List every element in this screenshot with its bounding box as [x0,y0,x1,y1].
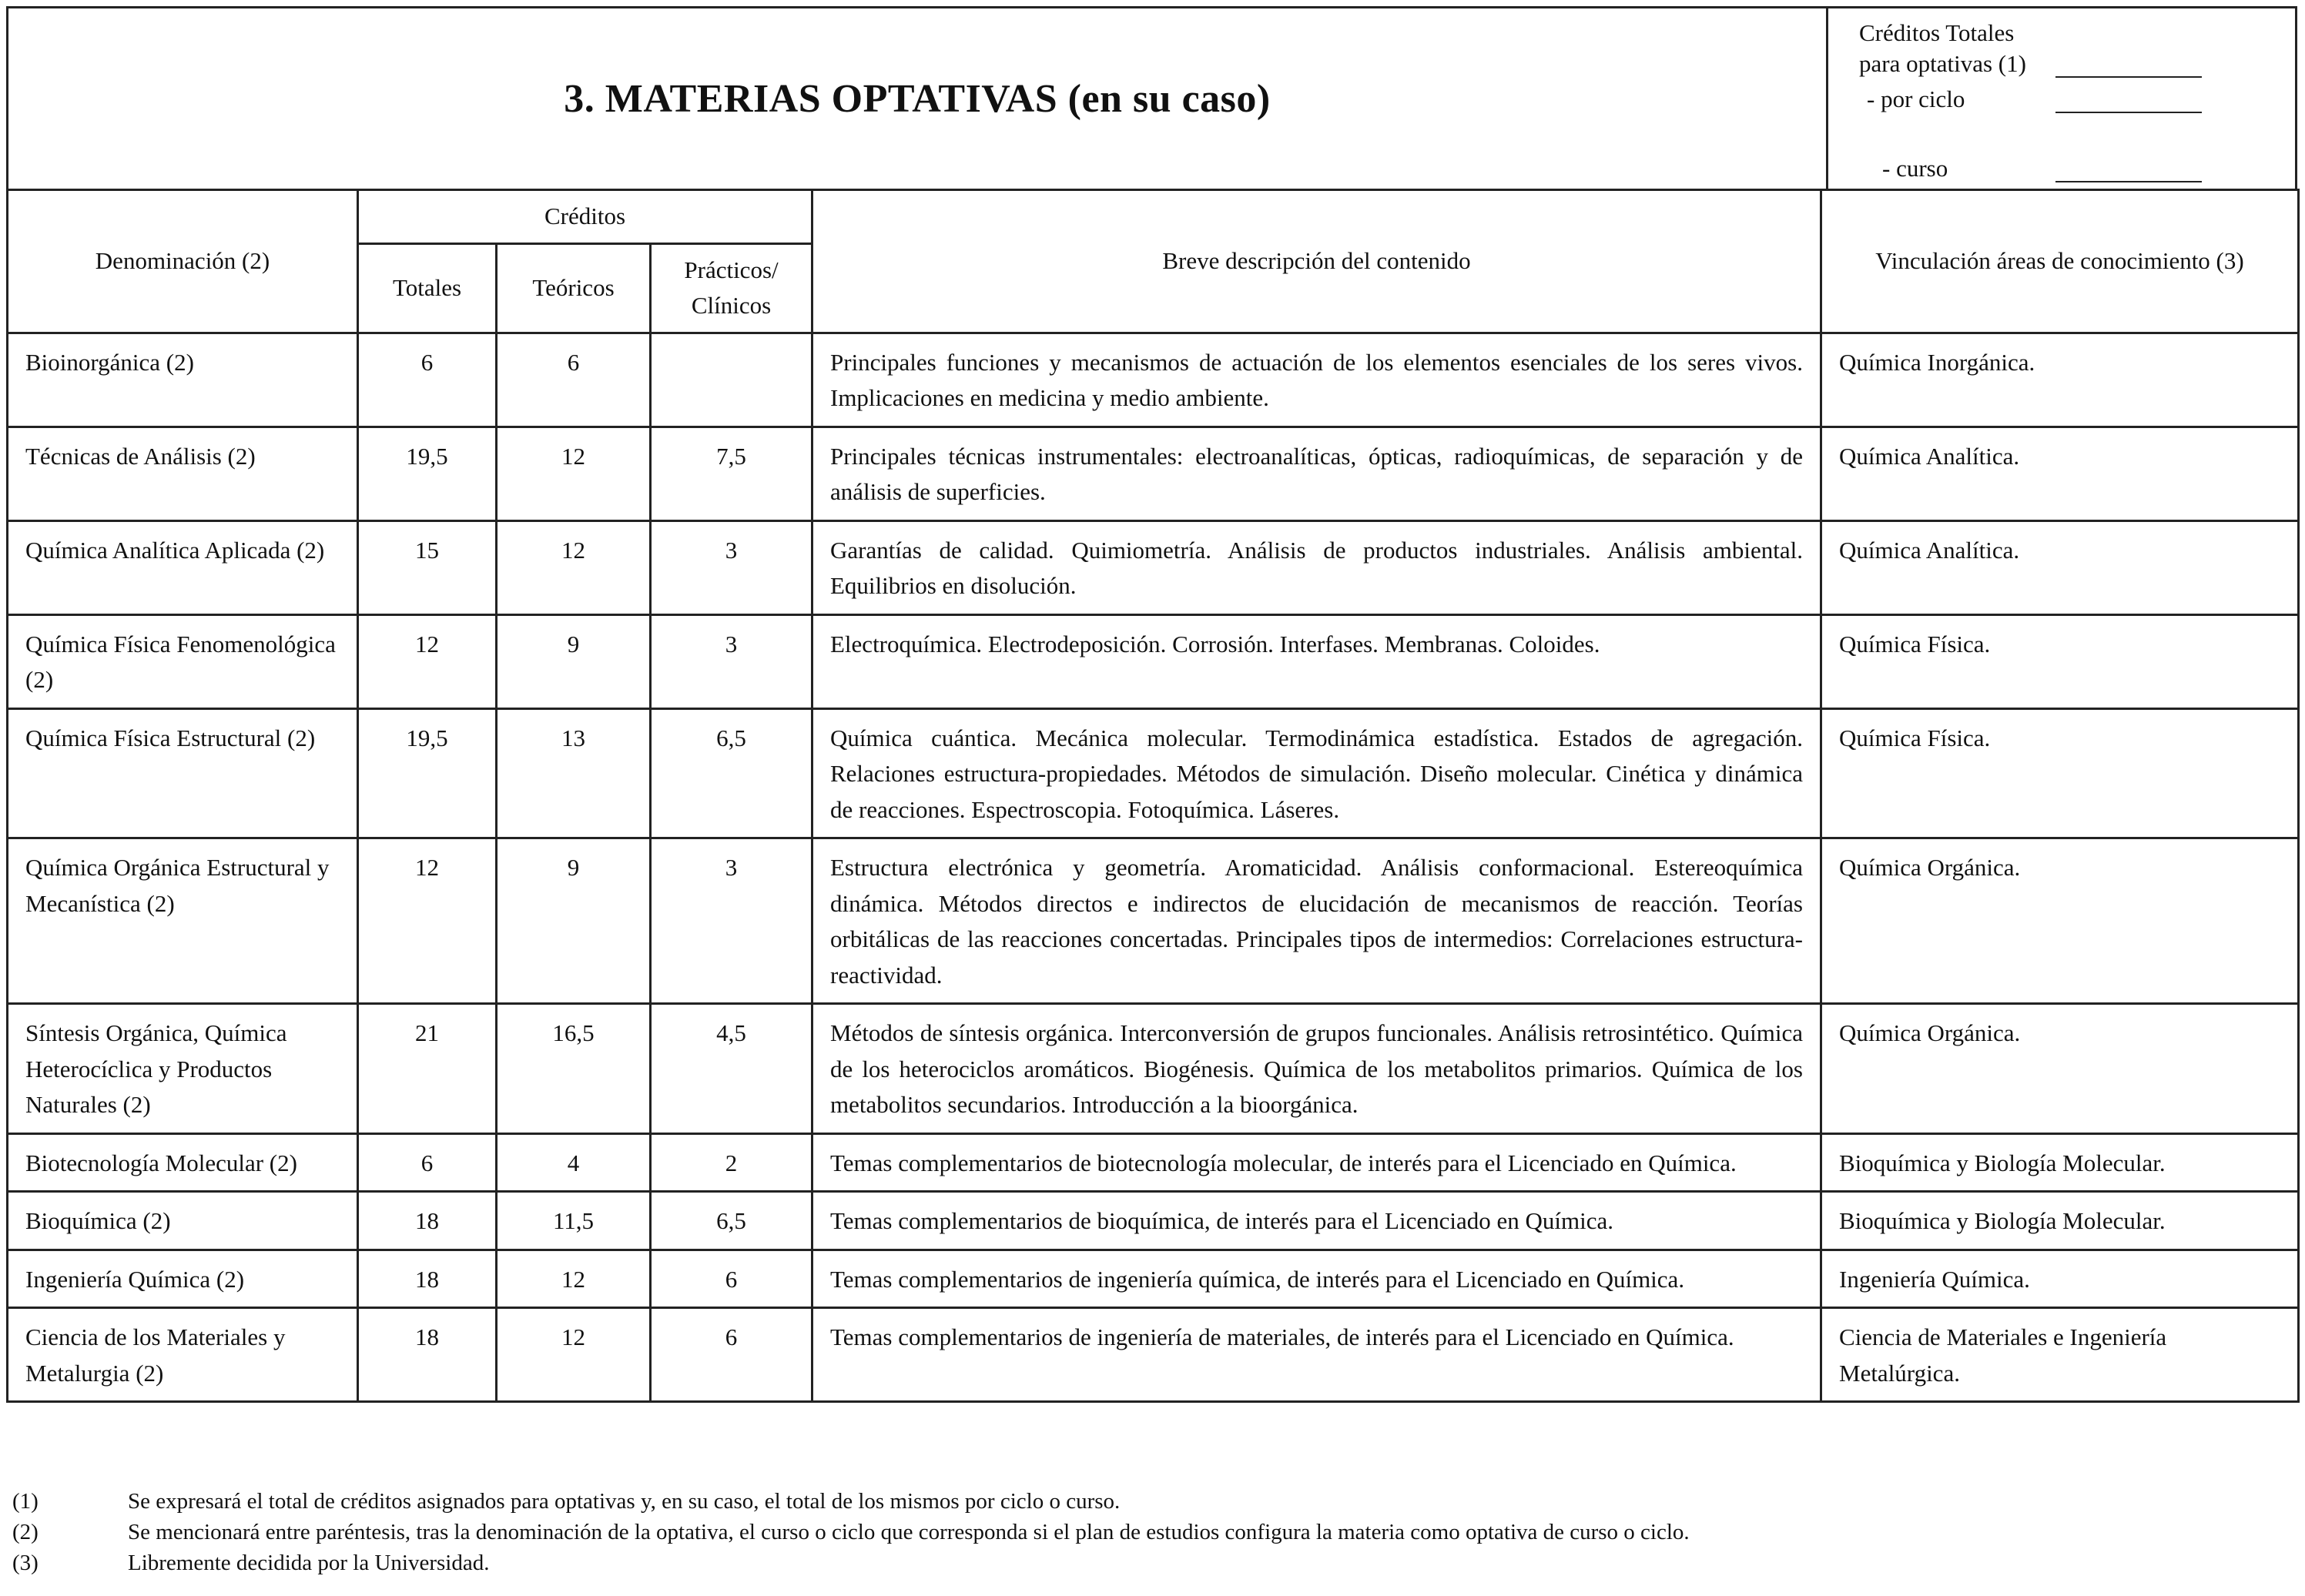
cell-descripcion: Temas complementarios de ingeniería de materiales, de interés para el Licenciado en Química. [812,1308,1821,1402]
cell-area: Ingeniería Química. [1821,1250,2299,1308]
table-row [8,427,2299,520]
cell-denominacion: Bioinorgánica (2) [8,333,358,427]
page-title: 3. MATERIAS OPTATIVAS (en su caso) [564,76,1271,121]
credits-box-label-ciclo: - por ciclo [1867,85,1965,112]
cell-totales: 12 [358,614,497,708]
cell-teoricos: 6 [497,333,651,427]
cell-practicos: 3 [651,520,812,614]
table-row [8,1133,2299,1192]
cell-descripcion: Métodos de síntesis orgánica. Interconversión de grupos funcionales. Análisis retrosintético. Química de los heterociclos aromáticos. Biogénesis. Química de los metabolitos primarios. Química de los metabolitos secundarios. Introducción a la bioorgánica. [812,1004,1821,1134]
cell-descripcion: Temas complementarios de ingeniería química, de interés para el Licenciado en Química. [812,1250,1821,1308]
cell-area: Química Física. [1821,708,2299,838]
cell-teoricos: 9 [497,838,651,1004]
footnote-mark: (3) [12,1551,39,1576]
table-row [8,333,2299,427]
cell-area: Química Orgánica. [1821,838,2299,1004]
cell-denominacion: Química Orgánica Estructural y Mecanística (2) [8,838,358,1004]
cell-practicos: 6,5 [651,1192,812,1250]
cell-descripcion: Electroquímica. Electrodeposición. Corrosión. Interfases. Membranas. Coloides. [812,614,1821,708]
cell-area: Química Física. [1821,614,2299,708]
footnotes [12,1486,2284,1578]
cell-descripcion: Principales técnicas instrumentales: electroanalíticas, ópticas, radioquímicas, de separación y de análisis de superficies. [812,427,1821,520]
cell-descripcion: Química cuántica. Mecánica molecular. Termodinámica estadística. Estados de agregación. Relaciones estructura-propiedades. Métodos de simulación. Diseño molecular. Cinética y dinámica de reacciones. Espectroscopia. Fotoquímica. Láseres. [812,708,1821,838]
credits-total-box [1826,8,2295,189]
column-header-descripcion: Breve descripción del contenido [812,190,1821,333]
cell-denominacion: Química Física Estructural (2) [8,708,358,838]
cell-area: Química Inorgánica. [1821,333,2299,427]
cell-totales: 15 [358,520,497,614]
cell-denominacion: Síntesis Orgánica, Química Heterocíclica y Productos Naturales (2) [8,1004,358,1134]
table-row [8,520,2299,614]
cell-practicos: 3 [651,838,812,1004]
credits-curso-blank [2055,181,2202,182]
table-row [8,1004,2299,1134]
cell-denominacion: Química Analítica Aplicada (2) [8,520,358,614]
cell-totales: 18 [358,1192,497,1250]
cell-area: Química Analítica. [1821,427,2299,520]
cell-totales: 18 [358,1250,497,1308]
optativas-table [6,189,2300,1403]
cell-descripcion: Garantías de calidad. Quimiometría. Análisis de productos industriales. Análisis ambiental. Equilibrios en disolución. [812,520,1821,614]
footnote-text: Se mencionará entre paréntesis, tras la denominación de la optativa, el curso o ciclo que corresponda si el plan de estudios configura la materia como optativa de curso o ciclo. [128,1520,1690,1545]
cell-practicos: 4,5 [651,1004,812,1134]
cell-descripcion: Principales funciones y mecanismos de actuación de los elementos esenciales de los seres vivos. Implicaciones en medicina y medio ambiente. [812,333,1821,427]
cell-practicos: 6,5 [651,708,812,838]
footnote [12,1547,2284,1578]
cell-teoricos: 12 [497,1250,651,1308]
cell-totales: 19,5 [358,708,497,838]
footnote-mark: (1) [12,1489,39,1514]
cell-teoricos: 13 [497,708,651,838]
credits-box-label-2: para optativas (1) [1859,50,2026,77]
cell-totales: 12 [358,838,497,1004]
cell-denominacion: Biotecnología Molecular (2) [8,1133,358,1192]
column-header-totales: Totales [358,243,497,333]
cell-area: Bioquímica y Biología Molecular. [1821,1133,2299,1192]
table-row [8,708,2299,838]
cell-teoricos: 11,5 [497,1192,651,1250]
footnote-mark: (2) [12,1520,39,1545]
cell-teoricos: 16,5 [497,1004,651,1134]
column-header-teoricos: Teóricos [497,243,651,333]
column-header-creditos: Créditos [358,190,812,244]
table-row [8,1308,2299,1402]
credits-box-label-curso: - curso [1882,155,1948,182]
cell-totales: 18 [358,1308,497,1402]
footnote-text: Se expresará el total de créditos asignados para optativas y, en su caso, el total de los mismos por ciclo o curso. [128,1489,1121,1514]
cell-practicos: 7,5 [651,427,812,520]
cell-descripcion: Estructura electrónica y geometría. Aromaticidad. Análisis conformacional. Estereoquímica dinámica. Métodos directos e indirectos de elucidación de mecanismos de reacción. Teorías orbitálicas de las reacciones concertadas. Principales tipos de intermedios: Correlaciones estructura-reactividad. [812,838,1821,1004]
cell-practicos: 2 [651,1133,812,1192]
header-block [6,6,2297,191]
cell-teoricos: 4 [497,1133,651,1192]
cell-totales: 6 [358,333,497,427]
cell-denominacion: Ingeniería Química (2) [8,1250,358,1308]
cell-area: Bioquímica y Biología Molecular. [1821,1192,2299,1250]
table-header-row [8,190,2299,244]
footnote-text: Libremente decidida por la Universidad. [128,1551,490,1576]
table-row [8,614,2299,708]
column-header-practicos: Prácticos/ Clínicos [651,243,812,333]
credits-ciclo-blank [2055,112,2202,113]
cell-teoricos: 9 [497,614,651,708]
cell-descripcion: Temas complementarios de bioquímica, de interés para el Licenciado en Química. [812,1192,1821,1250]
cell-practicos: 3 [651,614,812,708]
cell-totales: 6 [358,1133,497,1192]
cell-practicos: 6 [651,1250,812,1308]
cell-teoricos: 12 [497,427,651,520]
cell-denominacion: Técnicas de Análisis (2) [8,427,358,520]
column-header-denominacion: Denominación (2) [8,190,358,333]
cell-totales: 21 [358,1004,497,1134]
cell-denominacion: Química Física Fenomenológica (2) [8,614,358,708]
cell-practicos [651,333,812,427]
cell-area: Química Analítica. [1821,520,2299,614]
column-header-vinculacion: Vinculación áreas de conocimiento (3) [1821,190,2299,333]
table-row [8,1250,2299,1308]
cell-area: Ciencia de Materiales e Ingeniería Metalúrgica. [1821,1308,2299,1402]
cell-descripcion: Temas complementarios de biotecnología molecular, de interés para el Licenciado en Química. [812,1133,1821,1192]
cell-practicos: 6 [651,1308,812,1402]
cell-teoricos: 12 [497,1308,651,1402]
footnote [12,1486,2284,1517]
table-row [8,1192,2299,1250]
cell-area: Química Orgánica. [1821,1004,2299,1134]
cell-denominacion: Bioquímica (2) [8,1192,358,1250]
table-row [8,838,2299,1004]
document-page [6,6,2297,1403]
credits-box-label-1: Créditos Totales [1859,19,2015,46]
footnote [12,1517,2284,1547]
credits-total-blank [2055,76,2202,78]
cell-teoricos: 12 [497,520,651,614]
cell-totales: 19,5 [358,427,497,520]
cell-denominacion: Ciencia de los Materiales y Metalurgia (2) [8,1308,358,1402]
